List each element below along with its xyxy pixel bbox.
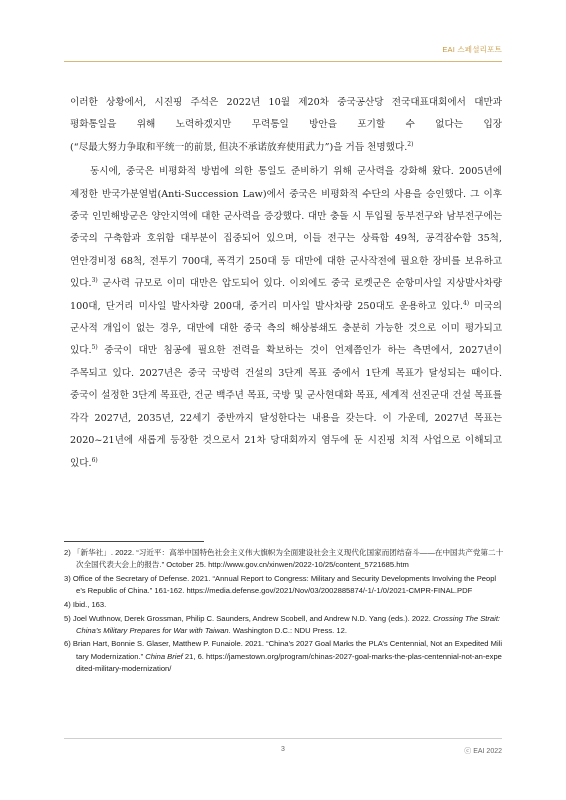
footnote-ref-5[interactable]: 5) (91, 344, 98, 352)
page-number: 3 (281, 746, 285, 753)
footnote-number: 2) (64, 548, 71, 557)
footnote-journal-title: China Brief (145, 651, 183, 661)
footnote-divider (64, 541, 204, 542)
footnote-number: 5) (64, 613, 71, 623)
report-series-label: EAI 스페셜리포트 (442, 45, 502, 54)
footnote-item (64, 599, 504, 611)
footnote-item (64, 547, 504, 571)
footnote-number: 3) (64, 573, 71, 583)
paragraph-2-text-a: 동시에, 중국은 비평화적 방법에 의한 통일도 준비하기 위해 군사력을 강화해 왔다. 2005년에 제정한 반국가분열법(Anti-Succession Law)에서 중국은 비평화적 수단의 사용을 승인했다. 그 이후 중국 인민해방군은 양안지역에 대한 군사력을 증강했다. 대만 충돌 시 투입될 동부전구와 남부전구에는 중국의 구축함과 호위함 대부분이 집중되어 있으며, 이들 전구는 상륙함 49척, 공격잠수함 35척, 연안경비정 68척, 전투기 700대, 폭격기 250대 등 대만에 대한 군사작전에 필요한 장비를 보유하고 있다. (70, 166, 502, 290)
footnote-text-tail: 21, 6. https://jamestown.org/program/chinas-2027-goal-marks-the-plas-centennial-not-an-expedited-military-modernization/ (76, 651, 502, 673)
footnote-ref-3[interactable]: 3) (91, 277, 98, 285)
main-body (70, 92, 502, 475)
footnote-text: Brian Hart, Bonnie S. Glaser, Matthew P. Funaiole. 2021. “China’s 2027 Goal Marks the PLA’s Centennial, Not an Expedited Military Modernization.” (72, 639, 503, 661)
header-divider (64, 61, 502, 62)
footnotes-section (64, 547, 504, 677)
footnote-text: Office of the Secretary of Defense. 2021. “Annual Report to Congress: Military and Security Developments Involving the People’s Republic of China.” 161-162. https://media.defense.gov/2021/Nov/03/2002885874/-1/-1/0/2021-CMPR-FINAL.PDF (72, 573, 497, 596)
footer-divider (64, 738, 502, 739)
paragraph-1 (70, 92, 502, 159)
footnote-text: 「新华社」. 2022. “习近平：高举中国特色社会主义伟大旗帜为全面建设社会主义现代化国家而团结奋斗——在中国共产党第二十次全国代表大会上的报告.” October 25. http://www.gov.cn/xinwen/2022-10/25/content_5721685.htm (72, 548, 504, 570)
footnote-text: Ibid., 163. (72, 599, 107, 609)
footnote-item (64, 638, 504, 675)
copyright-notice: ⓒ EAI 2022 (464, 748, 502, 755)
footnote-ref-6[interactable]: 6) (91, 456, 98, 464)
footnote-number: 4) (64, 599, 71, 609)
footnote-ref-4[interactable]: 4) (462, 299, 470, 307)
footnote-number: 6) (64, 639, 71, 649)
footnote-text: Joel Wuthnow, Derek Grossman, Philip C. Saunders, Andrew Scobell, and Andrew N.D. Yang (eds.). 2022. (72, 613, 433, 623)
paragraph-2 (70, 161, 502, 475)
paragraph-2-text-b: 군사력 규모로 이미 대만은 압도되어 있다. 이외에도 중국 로켓군은 순항미사일 지상발사차량 100대, 단거리 미사일 발사차량 200대, 중거리 미사일 발사차량 250대도 운용하고 있다. (70, 278, 502, 312)
paragraph-1-text: 이러한 상황에서, 시진핑 주석은 2022년 10월 제20차 중국공산당 전국대표대회에서 대만과 평화통일을 위해 노력하겠지만 무력통일 방안을 포기할 수 없다는 입장(“尽最大努力争取和平统一的前景, 但决不承诺放弃使用武力”)을 거듭 천명했다. (70, 97, 502, 153)
footnote-book-title: Crossing The Strait: China’s Military Prepares for War with Taiwan. (76, 613, 501, 635)
paragraph-2-text-d: 중국이 대만 침공에 필요한 전력을 확보하는 것이 언제쯤인가 하는 측면에서, 2027년이 주목되고 있다. 2027년은 중국 국방력 건설의 3단계 목표 중에서 1단계 목표가 달성되는 때이다. 중국이 설정한 3단계 목표란, 건군 백주년 목표, 국방 및 군사현대화 목표, 세계적 선진군대 건설 목표를 각각 2027년, 2035년, 22세기 중반까지 달성한다는 내용을 갖는다. 이 가운데, 2027년 목표는 2020~21년에 새롭게 등장한 것으로서 21차 당대회까지 염두에 둔 시진핑 치적 사업으로 이해되고 있다. (70, 345, 502, 469)
footnote-ref-2[interactable]: 2) (407, 140, 414, 148)
paragraph-2-text-c: 미국의 군사적 개입이 없는 경우, 대만에 대한 중국 측의 해상봉쇄도 충분히 가능한 것으로 이미 평가되고 있다. (70, 300, 502, 357)
footnote-text-tail: Washington D.C.: NDU Press. 12. (230, 625, 347, 635)
footnote-item (64, 573, 504, 597)
footnote-item (64, 613, 504, 637)
